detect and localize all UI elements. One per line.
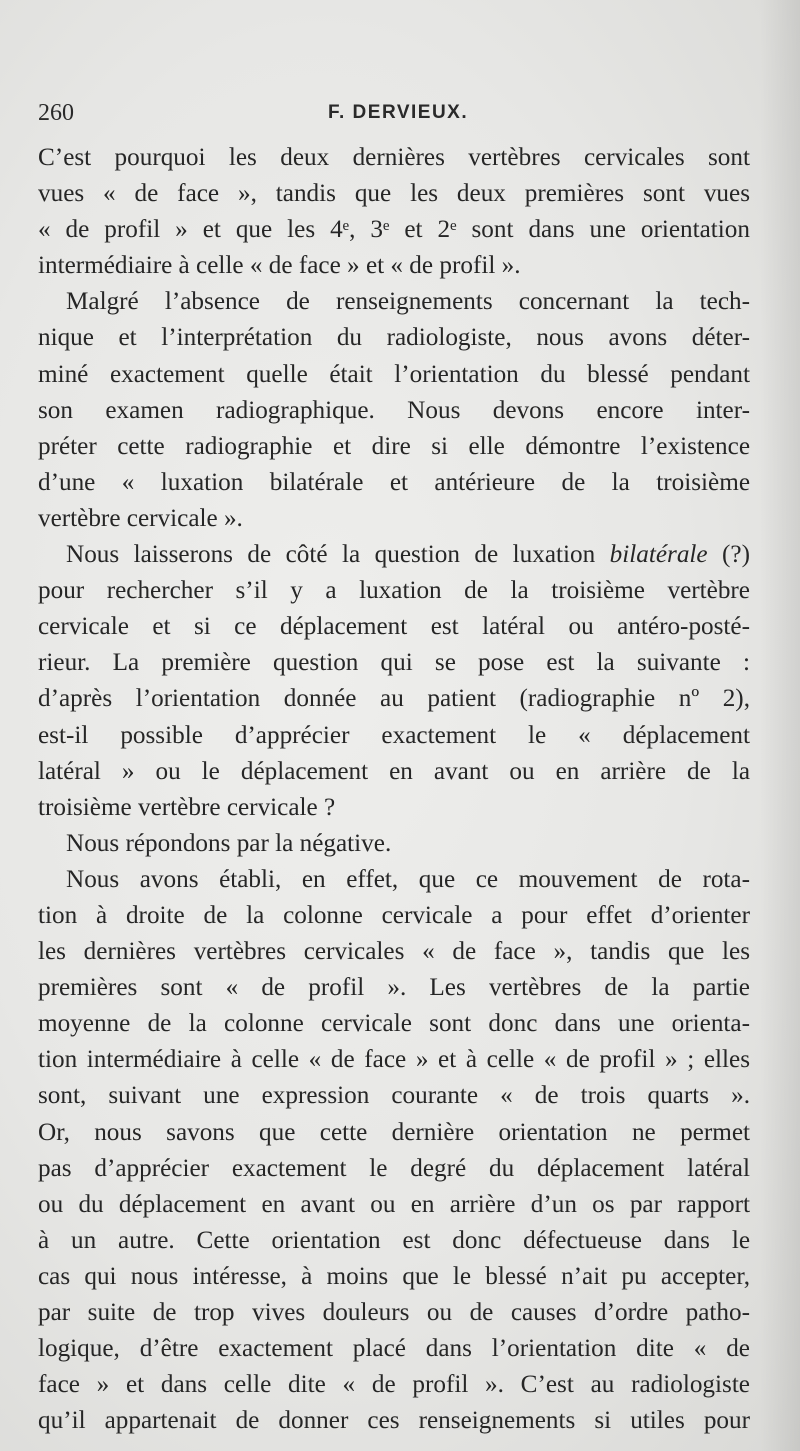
text-line: les dernières vertèbres cervicales « de face », tandis que les — [38, 938, 750, 966]
text-line: moyenne de la colonne cervicale sont donc dans une orienta- — [38, 1010, 750, 1038]
text-line: ou du déplacement en avant ou en arrière d’un os par rapport — [38, 1190, 750, 1218]
text-line: préter cette radiographie et dire si elle démontre l’existence — [38, 432, 750, 460]
text-line: troisième vertèbre cervicale ? — [38, 793, 336, 821]
text-line: rieur. La première question qui se pose est la suivante : — [38, 649, 750, 677]
running-head: F. DERVIEUX. — [328, 102, 469, 123]
text-line: premières sont « de profil ». Les vertèbres de la partie — [38, 974, 750, 1002]
paragraph-start-line: Nous avons établi, en effet, que ce mouvement de rota- — [66, 865, 750, 893]
page-header — [38, 100, 758, 136]
text-line: Or, nous savons que cette dernière orientation ne permet — [38, 1118, 750, 1146]
text-line: tion à droite de la colonne cervicale a pour effet d’orienter — [38, 901, 750, 929]
text-line: tion intermédiaire à celle « de face » et à celle « de profil » ; elles — [38, 1046, 750, 1074]
text-segment: (?) — [722, 541, 750, 569]
text-line: C’est pourquoi les deux dernières vertèbres cervicales sont — [38, 144, 750, 171]
text-line: vertèbre cervicale ». — [38, 504, 243, 532]
page-number: 260 — [38, 100, 74, 126]
text-line: d’après l’orientation donnée au patient (radiographie nº 2), — [38, 685, 750, 713]
paragraph-start-line — [38, 537, 750, 573]
text-line: par suite de trop vives douleurs ou de causes d’ordre patho- — [38, 1299, 750, 1326]
text-line: latéral » ou le déplacement en avant ou en arrière de la — [38, 757, 750, 785]
text-line: est-il possible d’apprécier exactement le « déplacement — [38, 721, 750, 749]
page-edge-shadow — [760, 0, 800, 1451]
paragraph-start-line: Malgré l’absence de renseignements concernant la tech- — [66, 288, 750, 316]
text-line: intermédiaire à celle « de face » et « de profil ». — [38, 252, 521, 280]
text-line: cas qui nous intéresse, à moins que le blessé n’ait pu accepter, — [38, 1262, 750, 1290]
text-line: d’une « luxation bilatérale et antérieure de la troisième — [38, 468, 750, 496]
text-line: pour rechercher s’il y a luxation de la troisième vertèbre — [38, 577, 750, 605]
text-line: miné exactement quelle était l’orientation du blessé pendant — [38, 360, 750, 388]
text-line: cervicale et si ce déplacement est latéral ou antéro-posté- — [38, 613, 750, 641]
text-line: face » et dans celle dite « de profil ». C’est au radiologiste — [38, 1371, 750, 1399]
paragraph-start-line: Nous répondons par la négative. — [66, 829, 392, 857]
italic-word: bilatérale — [609, 541, 708, 569]
text-line: « de profil » et que les 4ᵉ, 3ᵉ et 2ᵉ sont dans une orientation — [38, 216, 750, 244]
text-line: logique, d’être exactement placé dans l’orientation dite « de — [38, 1335, 750, 1363]
text-line: vues « de face », tandis que les deux premières sont vues — [38, 180, 750, 208]
text-segment: Nous laisserons de côté la question de luxation — [66, 541, 596, 569]
text-line: qu’il appartenait de donner ces renseignements si utiles pour — [38, 1407, 750, 1435]
text-line: à un autre. Cette orientation est donc défectueuse dans le — [38, 1226, 750, 1254]
text-line: pas d’apprécier exactement le degré du déplacement latéral — [38, 1154, 750, 1182]
body-text — [38, 140, 750, 1439]
text-line: sont, suivant une expression courante « de trois quarts ». — [38, 1082, 750, 1110]
text-line: son examen radiographique. Nous devons encore inter- — [38, 396, 750, 424]
text-line: nique et l’interprétation du radiologiste, nous avons déter- — [38, 324, 750, 352]
